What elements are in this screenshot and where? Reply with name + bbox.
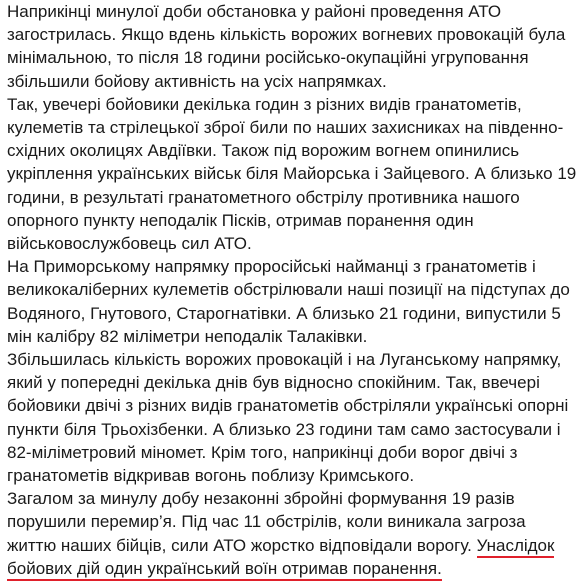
paragraph-1: Наприкінці минулої доби обстановка у районі проведення АТО загострилась. Якщо вдень кількість ворожих вогневих провокацій була мінімальною, то після 18 години російсько-окупаційні угруповання збільшили бойову активність на усіх напрямках. <box>7 2 566 91</box>
paragraph-5 <box>7 487 579 580</box>
article-body <box>7 0 579 580</box>
paragraph-3: На Приморському напрямку проросійські найманці з гранатометів і великокаліберних кулеметів обстрілювали наші позиції на підступах до Водяного, Гнутового, Старогнатівки. А близько 21 години, випустили 5 мін калібру 82 міліметри неподалік Талаківки. <box>7 257 570 346</box>
paragraph-5-text: Загалом за минулу добу незаконні збройні формування 19 разів порушили перемир’я. Під час 11 обстрілів, коли виникала загроза життю наших бійців, сили АТО жорстко відповідали ворогу. <box>7 489 526 555</box>
paragraph-4: Збільшилась кількість ворожих провокацій і на Луганському напрямку, який у попередні декілька днів був відносно спокійним. Так, ввечері бойовики двічі з різних видів гранатометів обстріляли українські опорні пункти біля Трьохізбенки. А близько 23 години там само застосували і 82-міліметровий міномет. Крім того, наприкінці доби ворог двічі з гранатометів відкривав вогонь поблизу Кримського. <box>7 350 569 486</box>
highlighted-sentence: Унаслідок бойових дій один український воїн отримав поранення. <box>7 536 554 581</box>
paragraph-2: Так, увечері бойовики декілька годин з різних видів гранатометів, кулеметів та стрілецької зброї били по наших захисниках на південно-східних околицях Авдіївки. Також під ворожим вогнем опинились укріплення українських військ біля Майорська і Зайцевого. А близько 19 години, в результаті гранатометного обстрілу противника нашого опорного пункту неподалік Пісків, отримав поранення один військовослужбовець сил АТО. <box>7 94 577 254</box>
